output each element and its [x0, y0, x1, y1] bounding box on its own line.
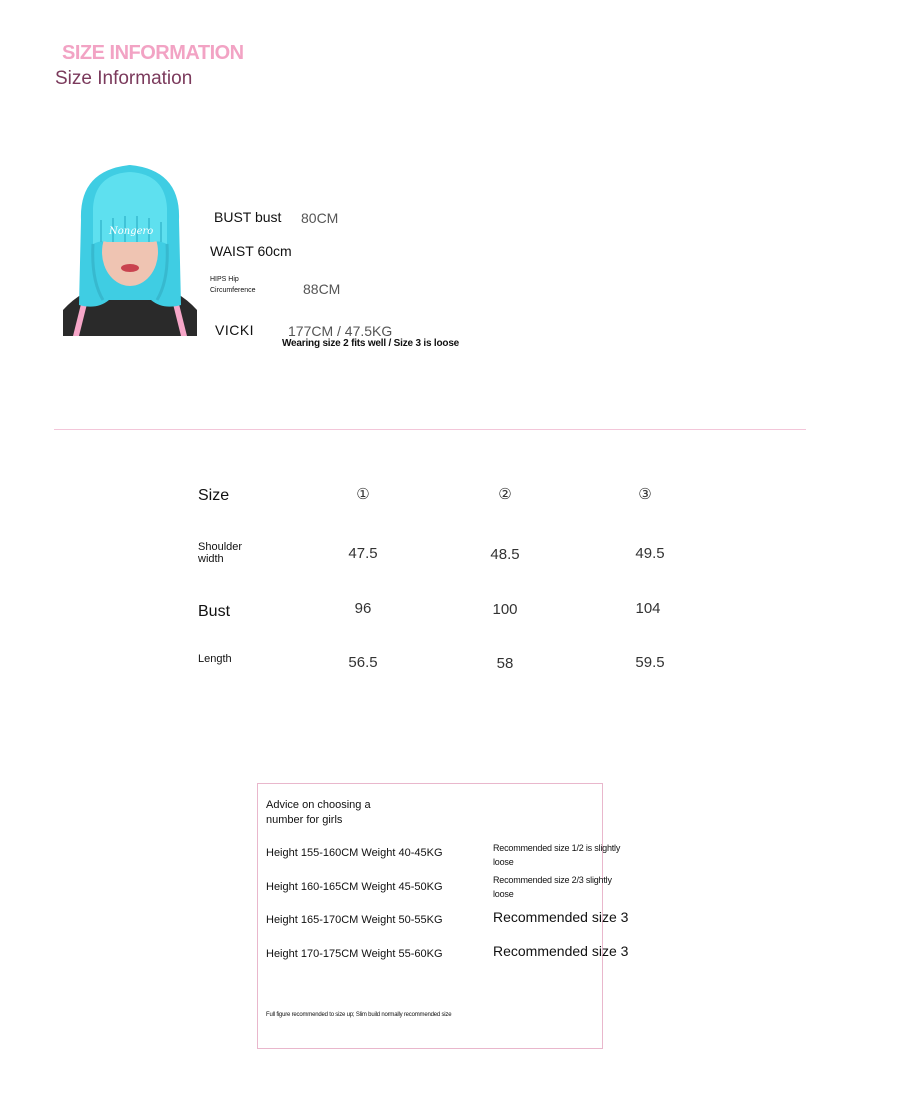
advice-title [266, 798, 371, 828]
bust-value: 80CM [301, 210, 339, 226]
length-size-2: 58 [496, 655, 514, 672]
row-label-shoulder-line2: width [198, 553, 224, 565]
shoulder-size-2: 48.5 [490, 546, 520, 563]
row-label-shoulder [198, 541, 242, 565]
advice-rec-1-line1: Recommended size 1/2 is slightly [493, 843, 621, 853]
advice-footnote: Full figure recommended to size up; Slim build normally recommended size [266, 1012, 452, 1018]
page-subtitle: Size Information [55, 68, 193, 89]
advice-title-line1: Advice on choosing a [266, 799, 371, 811]
shoulder-size-3: 49.5 [635, 545, 665, 562]
hips-label-line1: HIPS Hip [210, 276, 239, 283]
page-title: SIZE INFORMATION [62, 42, 244, 64]
length-size-3: 59.5 [635, 654, 665, 671]
wig-logo: Nongero [109, 226, 154, 237]
advice-range-1: Height 155-160CM Weight 40-45KG [266, 847, 443, 859]
size-col-2: ② [498, 486, 512, 503]
bust-size-2: 100 [492, 601, 518, 618]
advice-rec-1-line2: loose [493, 857, 514, 867]
bust-label: BUST bust [214, 209, 282, 225]
bust-size-1: 96 [354, 600, 372, 617]
advice-rec-2-line1: Recommended size 2/3 slightly [493, 875, 612, 885]
model-wig-illustration [63, 160, 197, 336]
row-label-bust: Bust [198, 603, 231, 620]
size-col-3: ③ [638, 486, 652, 503]
size-col-1: ① [356, 486, 370, 503]
advice-title-line2: number for girls [266, 814, 343, 826]
advice-rec-2 [493, 873, 612, 901]
size-header-label: Size [198, 487, 230, 504]
row-label-length: Length [198, 653, 232, 665]
model-photo [63, 160, 197, 336]
advice-range-3: Height 165-170CM Weight 50-55KG [266, 914, 443, 926]
row-label-shoulder-line1: Shoulder [198, 541, 243, 553]
hips-label-line2: Circumference [210, 287, 256, 294]
hips-label [210, 274, 256, 296]
model-height-weight: 177CM / 47.5KG [288, 323, 393, 339]
advice-rec-4: Recommended size 3 [493, 943, 629, 959]
length-size-1: 56.5 [348, 654, 378, 671]
section-divider [54, 429, 806, 430]
fit-note: Wearing size 2 fits well / Size 3 is loose [282, 338, 460, 349]
bust-size-3: 104 [635, 600, 661, 617]
waist-label: WAIST 60cm [210, 243, 292, 259]
advice-range-2: Height 160-165CM Weight 45-50KG [266, 881, 443, 893]
advice-rec-2-line2: loose [493, 889, 514, 899]
model-name: VICKI [215, 322, 255, 338]
shoulder-size-1: 47.5 [348, 545, 378, 562]
advice-rec-3: Recommended size 3 [493, 909, 629, 925]
advice-range-4: Height 170-175CM Weight 55-60KG [266, 948, 443, 960]
hips-value: 88CM [303, 281, 341, 297]
advice-rec-1 [493, 841, 620, 869]
